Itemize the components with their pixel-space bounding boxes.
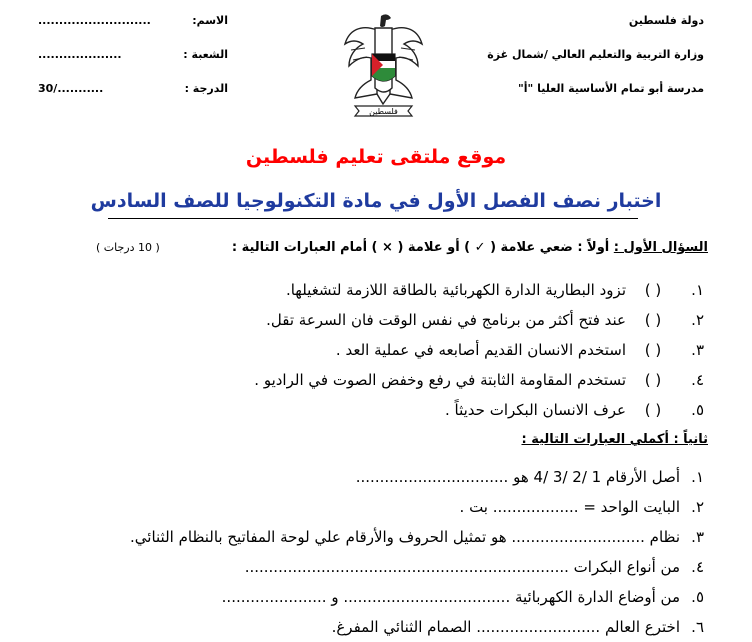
item-number: ٥. xyxy=(691,401,704,419)
palestine-emblem-icon xyxy=(341,10,426,128)
item-number: ٤. xyxy=(691,371,704,389)
question-one-label: السؤال الأول : xyxy=(613,240,708,255)
item-number: ٢. xyxy=(691,498,704,516)
section-label: الشعبة : xyxy=(183,48,228,61)
list-item xyxy=(184,305,704,335)
item-text: عرف الانسان البكرات حديثاً . xyxy=(444,401,626,419)
item-text[interactable]: اخترع العالم .......................... الصمام الثنائي المفرغ. xyxy=(331,618,680,636)
item-number: ٣. xyxy=(691,341,704,359)
item-number: ١. xyxy=(691,281,704,299)
list-item xyxy=(184,275,704,305)
list-item xyxy=(14,582,704,612)
emblem-caption: فلسطين xyxy=(369,107,398,116)
question-two-heading: ثانياً : أكملي العبارات التالية : xyxy=(521,432,708,447)
school-name: مدرسة أبو تمام الأساسية العليا "أ" xyxy=(518,82,704,95)
answer-box[interactable]: ( ) xyxy=(644,311,662,329)
list-item xyxy=(14,492,704,522)
answer-box[interactable]: ( ) xyxy=(644,371,662,389)
item-text: عند فتح أكثر من برنامج في نفس الوقت فان السرعة تقل. xyxy=(266,311,626,329)
item-text[interactable]: نظام ............................ هو تمثيل الحروف والأرقام علي لوحة المفاتيح بالنظام الثنائي. xyxy=(130,528,680,546)
question-one-marks: ( 10 درجات ) xyxy=(96,241,160,254)
name-value[interactable]: ........................... xyxy=(38,14,151,27)
question-one-instruction: أولاً : ضعي علامة ( ✓ ) أو علامة ( × ) أمام العبارات التالية : xyxy=(231,240,614,255)
section-value[interactable]: .................... xyxy=(38,48,122,61)
title-divider xyxy=(108,218,638,219)
header-left xyxy=(38,14,228,116)
item-text: تستخدم المقاومة الثابتة في رفع وخفض الصوت في الراديو . xyxy=(254,371,626,389)
answer-box[interactable]: ( ) xyxy=(644,341,662,359)
list-item xyxy=(14,462,704,492)
item-text[interactable]: البايت الواحد = .................. بت . xyxy=(459,498,680,516)
list-item xyxy=(14,522,704,552)
completion-list xyxy=(14,462,704,642)
item-number: ١. xyxy=(691,468,704,486)
question-one-heading xyxy=(232,240,708,255)
header-right xyxy=(487,14,704,116)
item-text: استخدم الانسان القديم أصابعه في عملية العد . xyxy=(335,341,626,359)
name-label: الاسم: xyxy=(192,14,228,27)
item-text: تزود البطارية الدارة الكهربائية بالطاقة اللازمة لتشغيلها. xyxy=(285,281,626,299)
list-item xyxy=(184,335,704,365)
exam-title: اختبار نصف الفصل الأول في مادة التكنولوجيا للصف السادس xyxy=(90,190,662,212)
answer-box[interactable]: ( ) xyxy=(644,401,662,419)
state-name: دولة فلسطين xyxy=(628,14,704,27)
section-row xyxy=(38,48,228,62)
item-text[interactable]: من أوضاع الدارة الكهربائية ................................... و ...................... xyxy=(221,588,680,606)
site-title: موقع ملتقى تعليم فلسطين xyxy=(245,146,507,168)
grade-value[interactable]: 30/........... xyxy=(38,82,104,95)
student-name-row xyxy=(38,14,228,28)
list-item xyxy=(14,552,704,582)
item-number: ٦. xyxy=(691,618,704,636)
grade-label: الدرجة : xyxy=(184,82,228,95)
ministry-name: وزارة التربية والتعليم العالي /شمال غزة xyxy=(487,48,704,61)
item-number: ٥. xyxy=(691,588,704,606)
item-number: ٣. xyxy=(691,528,704,546)
answer-box[interactable]: ( ) xyxy=(644,281,662,299)
list-item xyxy=(184,395,704,425)
item-text[interactable]: من أنواع البكرات .................................................................... xyxy=(244,558,680,576)
list-item xyxy=(184,365,704,395)
grade-row xyxy=(38,82,228,96)
item-number: ٢. xyxy=(691,311,704,329)
true-false-list xyxy=(184,275,704,425)
item-number: ٤. xyxy=(691,558,704,576)
list-item xyxy=(14,612,704,642)
item-text[interactable]: أصل الأرقام 1 /2 /3 /4 هو ................................ xyxy=(355,468,680,486)
